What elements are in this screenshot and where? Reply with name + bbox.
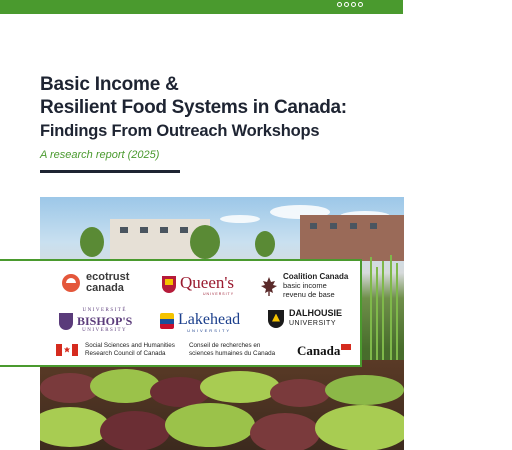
- title-divider: [40, 170, 180, 173]
- bishops-name: BISHOP'S: [77, 314, 133, 328]
- crsh-line-1: Conseil de recherches en: [189, 342, 261, 349]
- dalhousie-logo: [268, 309, 342, 328]
- canada-wordmark-text: Canada: [297, 343, 341, 358]
- lakehead-sub: UNIVERSITY: [187, 328, 232, 333]
- title-line-1: Basic Income &: [40, 74, 179, 95]
- dot-icon: [344, 2, 349, 7]
- maple-leaf-icon: [259, 276, 279, 296]
- dot-icon: [337, 2, 342, 7]
- coalition-line-1: Coalition Canada: [283, 272, 349, 281]
- top-banner: [0, 0, 403, 14]
- queens-crest-icon: [162, 276, 176, 293]
- queens-sub: UNIVERSITY: [203, 292, 235, 296]
- ecotrust-mark-icon: [62, 274, 80, 292]
- bishops-top: UNIVERSITÉ: [82, 308, 127, 313]
- canada-flag-icon: [56, 344, 78, 356]
- bishops-crest-icon: [59, 313, 73, 330]
- dalhousie-sub: UNIVERSITY: [289, 320, 337, 327]
- report-subtitle: A research report (2025): [40, 149, 160, 161]
- bishops-logo: [59, 307, 132, 335]
- report-title: [40, 74, 420, 143]
- lakehead-name: Lakehead: [178, 311, 241, 328]
- queens-logo: [162, 273, 234, 296]
- title-line-3: Findings From Outreach Workshops: [40, 122, 320, 140]
- dalhousie-name: DALHOUSIE: [289, 308, 343, 318]
- partner-logos-panel: [0, 259, 362, 367]
- decorative-dots: [337, 2, 363, 7]
- coalition-canada-logo: [259, 272, 348, 299]
- dot-icon: [358, 2, 363, 7]
- coalition-line-3: revenu de base: [283, 290, 335, 299]
- crsh-line-2: sciences humaines du Canada: [189, 349, 276, 357]
- ecotrust-line-2: canada: [86, 282, 124, 294]
- crsh-logo: [189, 342, 275, 357]
- sshrc-logo: [56, 342, 175, 357]
- title-line-2: Resilient Food Systems in Canada:: [40, 97, 347, 118]
- bishops-bottom: UNIVERSITY: [82, 328, 128, 333]
- dot-icon: [351, 2, 356, 7]
- queens-name: Queen's: [180, 273, 235, 292]
- sshrc-line-2: Research Council of Canada: [85, 349, 166, 357]
- ecotrust-logo: [62, 272, 129, 294]
- canada-wordmark: [297, 343, 351, 359]
- canada-wordmark-flag-icon: [341, 344, 351, 350]
- lakehead-mark-icon: [160, 313, 174, 329]
- dalhousie-crest-icon: [268, 310, 284, 328]
- lakehead-logo: [160, 309, 240, 333]
- coalition-line-2: basic income: [283, 281, 327, 290]
- ecotrust-line-1: ecotrust: [86, 271, 130, 283]
- sshrc-line-1: Social Sciences and Humanities: [85, 342, 175, 349]
